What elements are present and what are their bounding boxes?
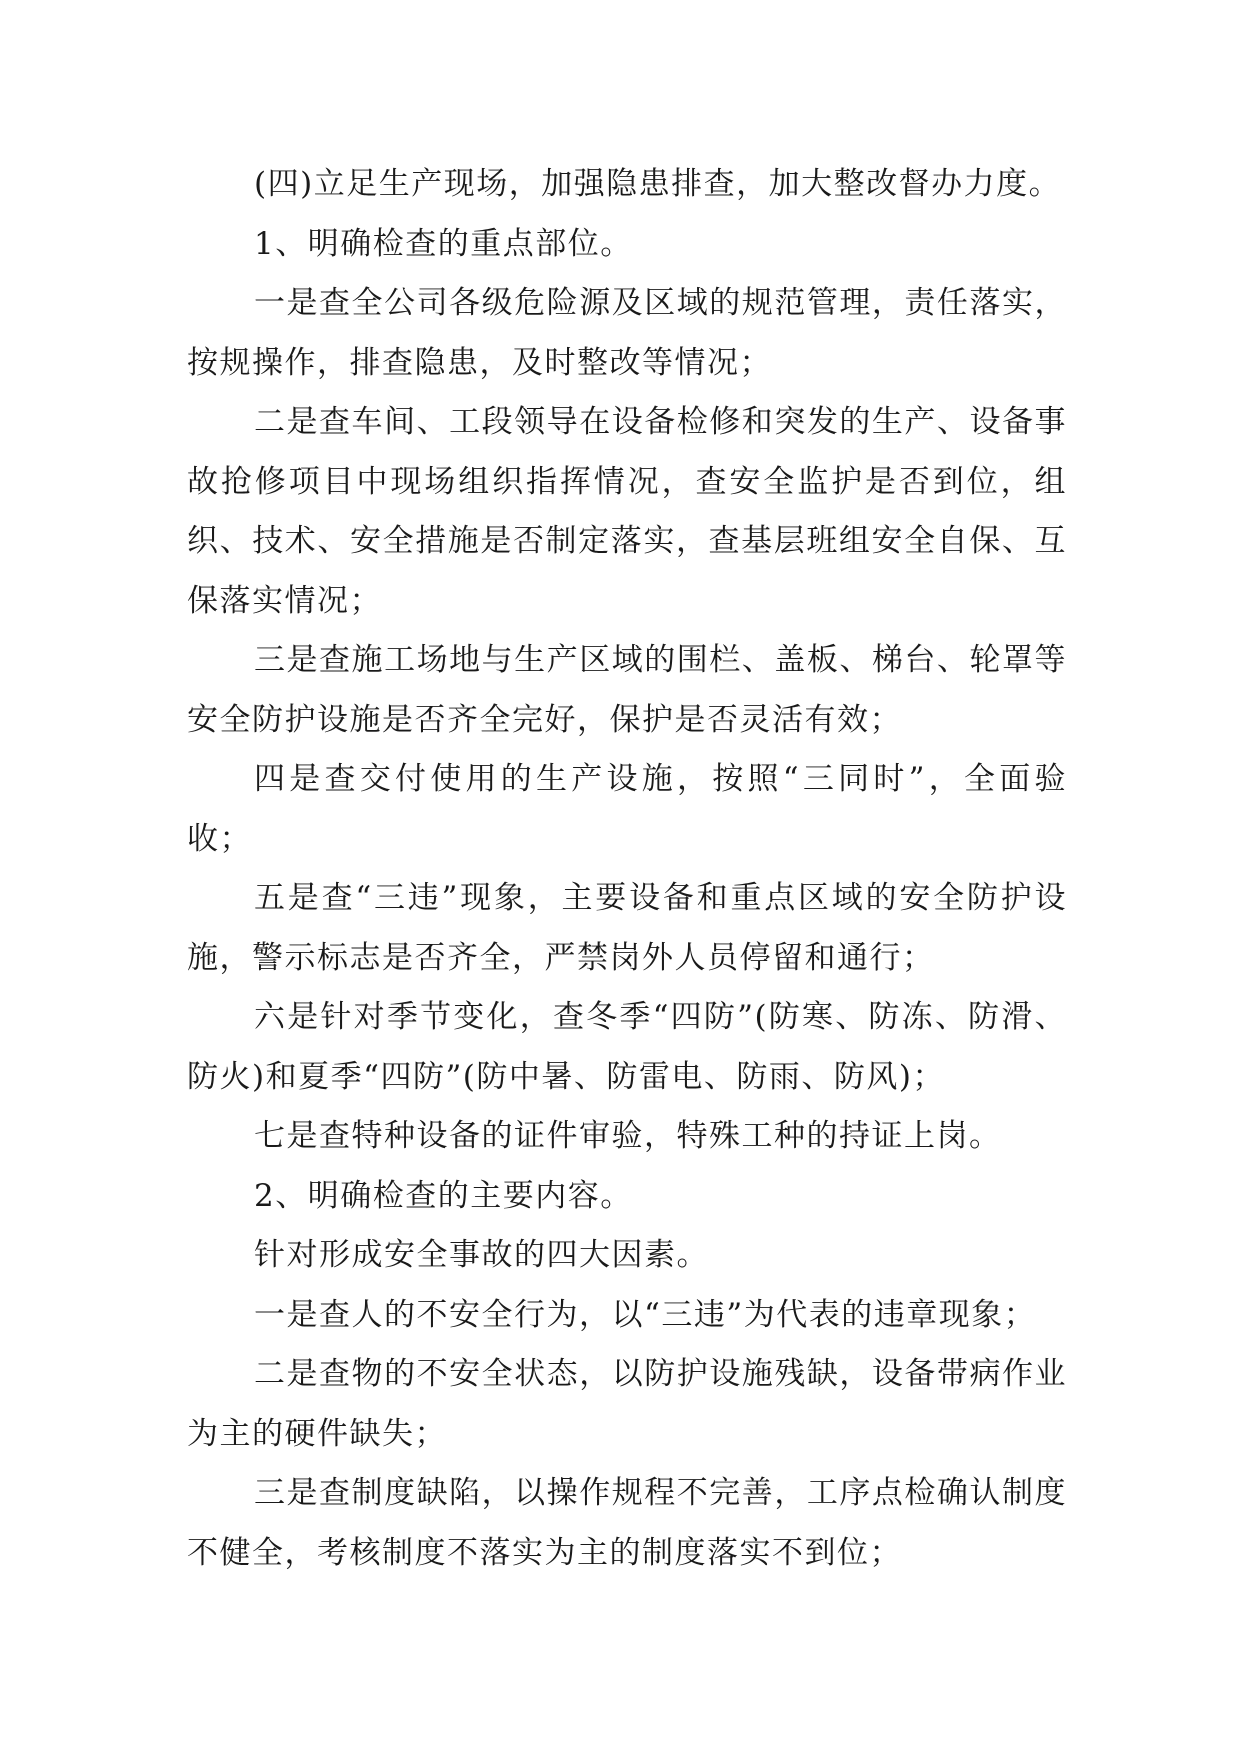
paragraph-item-5: 五是查“三违”现象，主要设备和重点区域的安全防护设施，警示标志是否齐全，严禁岗外人员停留和通行； [187,880,1067,976]
paragraph-factor-2: 二是查物的不安全状态，以防护设施残缺，设备带病作业为主的硬件缺失； [187,1356,1067,1452]
document-body [187,155,1067,1583]
paragraph-item-1: 一是查全公司各级危险源及区域的规范管理，责任落实，按规操作，排查隐患，及时整改等情况； [187,285,1067,381]
paragraph-factor-1: 一是查人的不安全行为，以“三违”为代表的违章现象； [254,1296,1037,1333]
paragraph-item-4: 四是查交付使用的生产设施，按照“三同时”，全面验收； [187,761,1067,857]
section-heading-four: (四)立足生产现场，加强隐患排查，加大整改督办力度。 [254,166,1062,202]
subheading-main-content: 2、明确检查的主要内容。 [254,1177,633,1214]
paragraph-item-3: 三是查施工场地与生产区域的围栏、盖板、梯台、轮罩等安全防护设施是否齐全完好，保护是否灵活有效； [187,642,1067,738]
paragraph-item-6: 六是针对季节变化，查冬季“四防”(防寒、防冻、防滑、防火)和夏季“四防”(防中暑、防雷电、防雨、防风)； [187,999,1067,1095]
paragraph-four-factors: 针对形成安全事故的四大因素。 [254,1237,709,1273]
paragraph-item-2: 二是查车间、工段领导在设备检修和突发的生产、设备事故抢修项目中现场组织指挥情况，查安全监护是否到位，组织、技术、安全措施是否制定落实，查基层班组安全自保、互保落实情况； [187,404,1067,619]
paragraph-item-7: 七是查特种设备的证件审验，特殊工种的持证上岗。 [254,1118,1002,1154]
paragraph-factor-3: 三是查制度缺陷，以操作规程不完善，工序点检确认制度不健全，考核制度不落实为主的制度落实不到位； [187,1475,1067,1571]
subheading-key-locations: 1、明确检查的重点部位。 [254,225,633,262]
